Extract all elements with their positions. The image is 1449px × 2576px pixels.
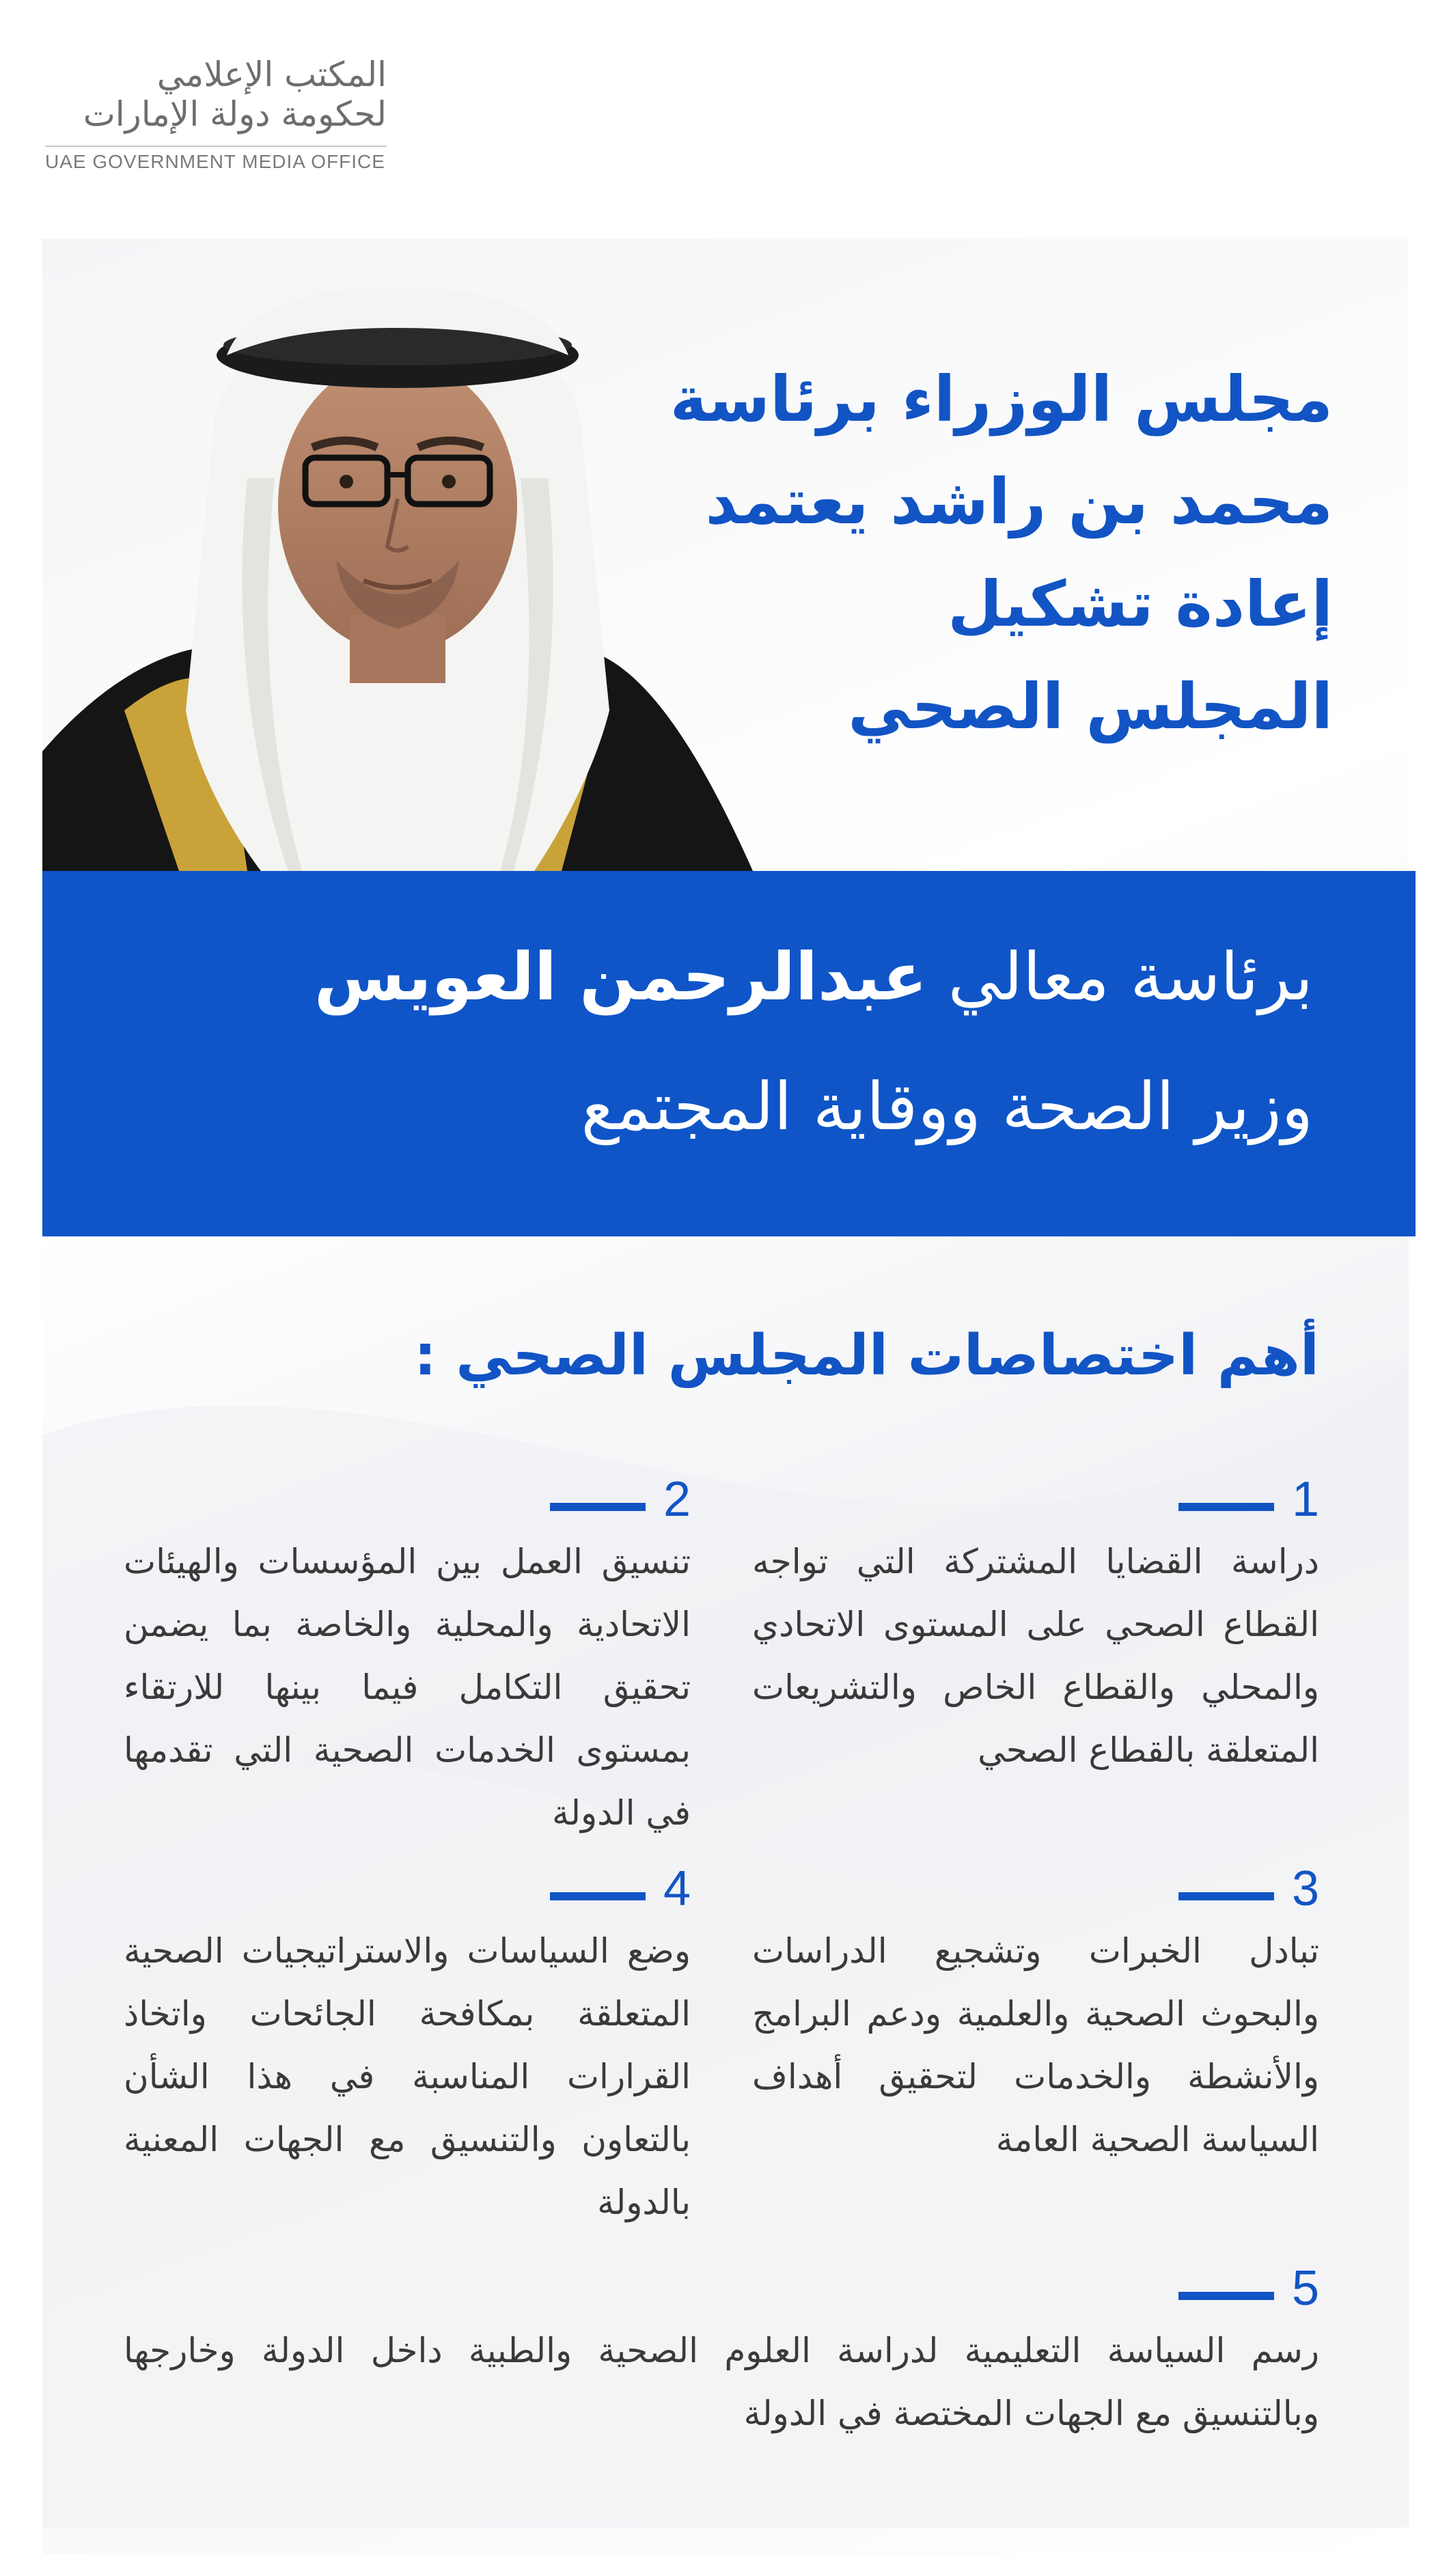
item-number: 1 [1291,1472,1319,1527]
item-number: 5 [1291,2261,1319,2316]
chairman-name: عبدالرحمن العويس [314,939,928,1015]
chairman-line [314,926,1313,1028]
item-text: دراسة القضايا المشتركة التي تواجه القطاع الصحي على المستوى الاتحادي والمحلي والقطاع الخاص والتشريعات المتعلقة بالقطاع الصحي [752,1542,1319,1770]
chairman-prefix: برئاسة معالي [948,939,1313,1015]
item-number: 2 [663,1472,691,1527]
item-number: 4 [663,1861,691,1916]
section-heading: أهم اختصاصات المجلس الصحي : [413,1323,1319,1388]
responsibility-item [752,1858,1319,2171]
title-line: المجلس الصحي [848,670,1333,743]
logo-arabic-line2: لحكومة دولة الإمارات [83,94,387,134]
item-dash [1178,1892,1274,1900]
uae-media-office-logo [45,53,387,173]
item-dash [1178,2292,1274,2300]
title-line: محمد بن راشد يعتمد [705,465,1333,538]
title-line: مجلس الوزراء برئاسة [670,363,1333,436]
responsibility-item [124,1469,691,1844]
page-title [650,348,1333,758]
item-text: رسم السياسة التعليمية لدراسة العلوم الصحية والطبية داخل الدولة وخارجها وبالتنسيق مع الجهات المختصة في الدولة [124,2331,1319,2433]
item-text: تنسيق العمل بين المؤسسات والهيئات الاتحادية والمحلية والخاصة بما يضمن تحقيق التكامل فيما بينها للارتقاء بمستوى الخدمات الصحية التي تقدمها في الدولة [124,1542,691,1833]
chairman-position: وزير الصحة ووقاية المجتمع [581,1068,1313,1145]
minister-portrait [42,273,753,871]
item-text: وضع السياسات والاستراتيجيات الصحية المتعلقة بمكافحة الجائحات واتخاذ القرارات المناسبة في هذا الشأن بالتعاون والتنسيق مع الجهات المعنية بالدولة [124,1931,691,2222]
title-line: إعادة تشكيل [948,568,1333,641]
responsibility-item [124,1858,691,2234]
logo-arabic-line1: المكتب الإعلامي [156,55,387,94]
item-text: تبادل الخبرات وتشجيع الدراسات والبحوث الصحية والعلمية ودعم البرامج والأنشطة والخدمات لتحقيق أهداف السياسة الصحية العامة [752,1931,1319,2159]
item-dash [1178,1503,1274,1511]
responsibility-item [124,2258,1319,2445]
item-dash [550,1503,646,1511]
item-dash [550,1892,646,1900]
chairman-banner [42,871,1416,1236]
item-number: 3 [1291,1861,1319,1916]
responsibility-item [752,1469,1319,1782]
logo-english: UAE GOVERNMENT MEDIA OFFICE [45,146,387,173]
